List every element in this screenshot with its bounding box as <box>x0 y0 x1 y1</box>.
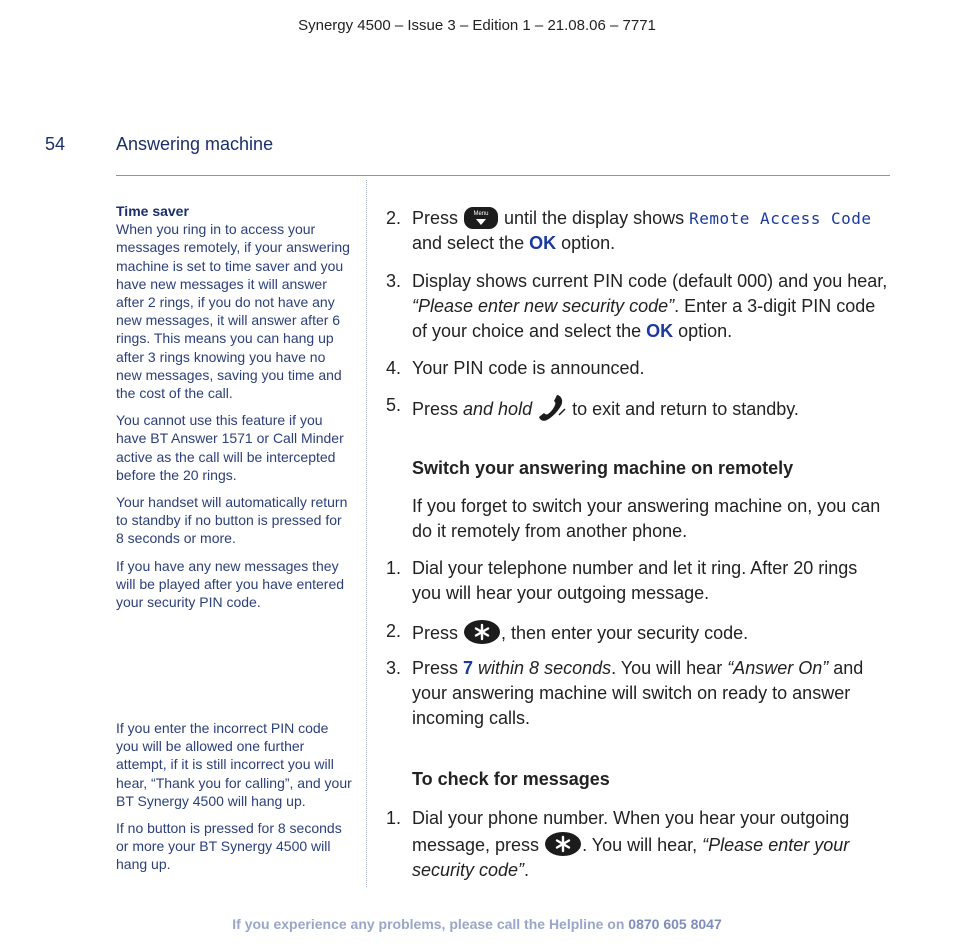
time-saver-title: Time saver <box>116 203 189 219</box>
sidebar-notes-top <box>116 202 352 620</box>
column-divider <box>366 180 367 887</box>
step-number: 1. <box>386 558 402 578</box>
star-key-icon <box>463 619 501 645</box>
pin-step-5 <box>386 393 890 423</box>
step-text: until the display shows <box>499 208 690 228</box>
note-new-messages: If you have any new messages they will be played after you have entered your security PIN code. <box>116 557 345 611</box>
heading-switch-on-remotely: Switch your answering machine on remotely <box>412 458 794 478</box>
spoken-prompt: “Please enter your security code” <box>412 835 850 880</box>
pin-step-3 <box>386 269 890 344</box>
step-text: Press <box>412 658 464 678</box>
switch-step-1 <box>386 556 890 606</box>
step-text: . You will hear, <box>582 835 703 855</box>
step-number: 2. <box>386 621 402 641</box>
heading-check-messages: To check for messages <box>412 769 610 789</box>
step-text: Dial your phone number. When you hear your outgoing message, press <box>412 808 850 855</box>
end-call-phone-icon <box>537 393 567 423</box>
note-incorrect-pin: If you enter the incorrect PIN code you will be allowed one further attempt, if it is still incorrect you will hear, “Thank you for calling”, and your BT Synergy 4500 will hang up. <box>116 720 352 809</box>
ok-option: OK <box>529 233 557 253</box>
helpline-number: 0870 605 8047 <box>628 916 722 932</box>
footer-text: If you experience any problems, please call the Helpline on <box>232 916 629 932</box>
step-text: . <box>524 860 530 880</box>
key-7: 7 <box>463 658 474 678</box>
footer-helpline <box>0 916 954 932</box>
spoken-prompt: “Answer On” <box>727 658 829 678</box>
step-number: 1. <box>386 808 402 828</box>
step-number: 5. <box>386 395 402 415</box>
step-text: Press <box>412 208 464 228</box>
step-text: Display shows current PIN code (default 000) and you hear, <box>412 271 888 291</box>
ok-option: OK <box>646 321 674 341</box>
step-text: . You will hear <box>611 658 728 678</box>
step-text: Dial your telephone number and let it ring. After 20 rings you will hear your outgoing message. <box>412 558 858 603</box>
step-text: , then enter your security code. <box>501 623 749 643</box>
step-text: and your answering machine will switch on ready to answer incoming calls. <box>412 658 864 728</box>
step-text: . Enter a 3-digit PIN code of your choice and select the <box>412 296 876 341</box>
step-number: 3. <box>386 658 402 678</box>
switch-step-2 <box>386 619 890 646</box>
step-text: Your PIN code is announced. <box>412 358 645 378</box>
time-saver-text: When you ring in to access your messages remotely, if your answering machine is set to time saver and you have new messages it will answer after 2 rings, if you do not have any new messages, it will answer after 6 rings. This means you can hang up after 3 rings knowing you have no new messages, saving you time and the cost of the call. <box>116 221 350 402</box>
page-number: 54 <box>45 134 66 154</box>
pin-step-2 <box>386 206 890 256</box>
step-text: to exit and return to standby. <box>567 399 799 419</box>
check-step-1 <box>386 806 890 883</box>
note-no-button: If no button is pressed for 8 seconds or more your BT Synergy 4500 will hang up. <box>116 820 342 873</box>
sidebar-notes-bottom <box>116 719 352 883</box>
step-emphasis: within 8 seconds <box>473 658 612 678</box>
switch-on-intro: If you forget to switch your answering machine on, you can do it remotely from another phone. <box>412 496 881 541</box>
note-bt-answer: You cannot use this feature if you have BT Answer 1571 or Call Minder active as the call will be intercepted before the 20 rings. <box>116 412 344 483</box>
header-divider <box>116 175 890 176</box>
spoken-prompt: “Please enter new security code” <box>412 296 675 316</box>
menu-down-key-icon <box>463 206 499 230</box>
pin-step-4 <box>386 356 890 381</box>
star-key-icon <box>544 831 582 857</box>
switch-step-3 <box>386 656 890 731</box>
menu-key-label: Menu <box>473 211 489 217</box>
document-header: Synergy 4500 – Issue 3 – Edition 1 – 21.08.06 – 7771 <box>298 17 656 34</box>
step-number: 4. <box>386 358 402 378</box>
note-standby: Your handset will automatically return to standby if no button is pressed for 8 seconds or more. <box>116 494 348 547</box>
display-text-remote-access-code: Remote Access Code <box>689 209 872 228</box>
step-number: 3. <box>386 271 402 291</box>
step-number: 2. <box>386 208 402 228</box>
step-text: Press <box>412 399 464 419</box>
section-title: Answering machine <box>116 134 274 154</box>
step-text: Press <box>412 623 464 643</box>
step-text: and select the <box>412 233 530 253</box>
step-text: option. <box>556 233 616 253</box>
step-text: option. <box>673 321 733 341</box>
step-emphasis: and hold <box>463 399 533 419</box>
